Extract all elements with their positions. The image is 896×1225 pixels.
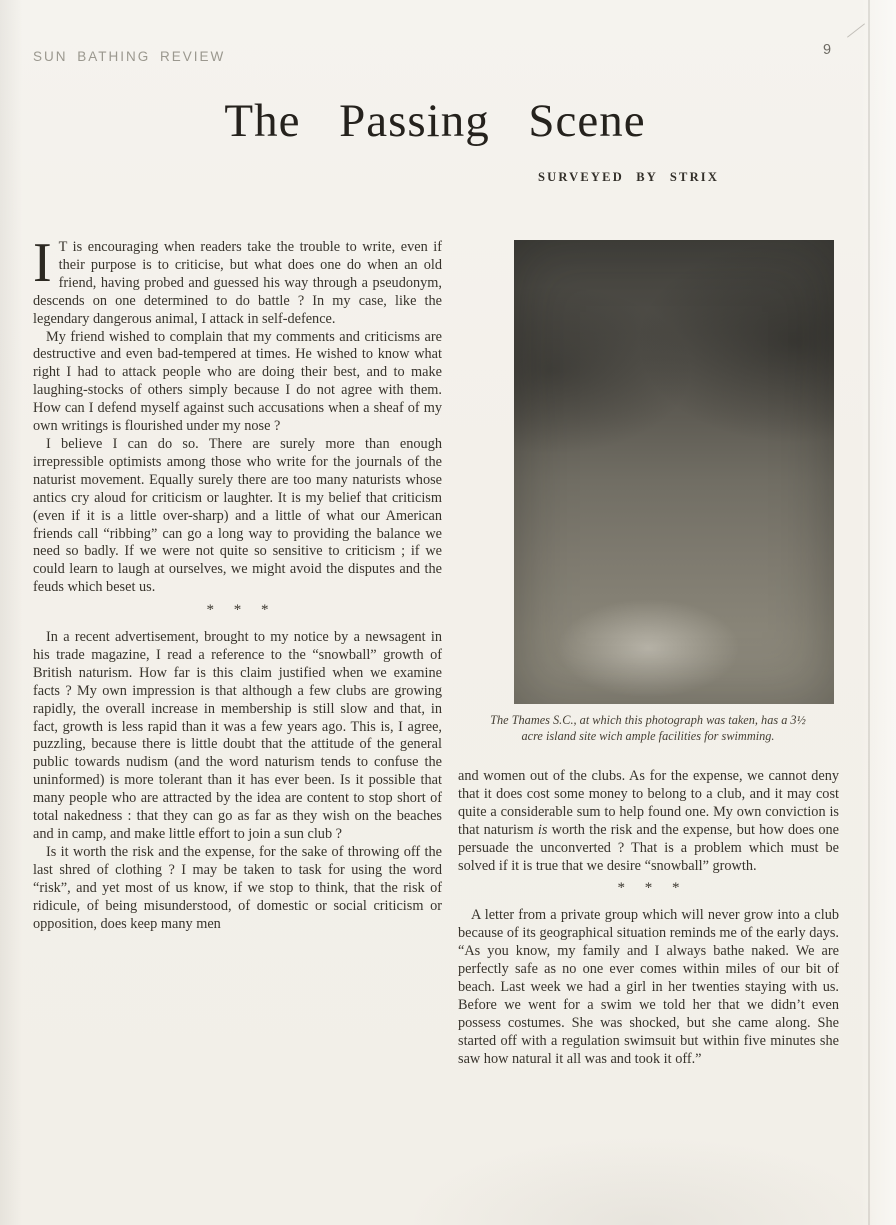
photo-caption-line-1: The Thames S.C., at which this photograph was taken, has a 3½ [490,713,806,727]
paragraph-4: In a recent advertisement, brought to my notice by a newsagent in his trade magazine, I read a reference to the “snowball” growth of British naturism. How far is this claim justified when we examine facts ? My own impression is that although a few clubs are growing rapidly, the overall increase in membership is still slow and that, in fact, growth is less rapid than it was a few years ago. This is, I agree, puzzling, because there is little doubt that the attitude of the general public towards nudism (and the word naturism tends to confuse the uninformed) is more tolerant than it has ever been. Is it possible that many people who are attracted by the idea are content to stop short of total nakedness : that they can go as far as they wish on the beaches and in camp, and make little effort to join a sun club ? [33,629,442,842]
scan-mark [847,23,865,37]
left-column [33,232,442,933]
article-title: The Passing Scene [224,95,646,147]
paragraph-1-text: T is encouraging when readers take the trouble to write, even if their purpose is to criticise, but what does one do when an old friend, having probed and guessed his way through a pseudonym, descends on one determined to do battle ? In my case, like the legendary dangerous animal, I attack in self-defence. [33,239,442,327]
paragraph-6-text-a: and women out of the clubs. As for the expense, we cannot deny that it does cost some money to belong to a club, and it may cost quite a considerable sum to help found one. My own conviction is that naturism [458,768,839,838]
paragraph-3: I believe I can do so. There are surely more than enough irrepressible optimists among those who write for the journals of the naturist movement. Equally surely there are too many naturists whose antics cry aloud for criticism or laughter. It is my belief that criticism (even if it is a little over-sharp) and a little of what our American friends call “ribbing” can go a long way to providing the balance we need so badly. If we were not quite so sensitive to criticism ; if we could learn to laugh at ourselves, we might avoid the disputes and the feuds which beset us. [33,435,442,596]
paragraph-1 [33,232,442,329]
right-column [458,768,839,1069]
article-photo-placeholder [514,240,834,704]
page-number: 9 [823,42,832,58]
article-byline: SURVEYED BY STRIX [538,170,720,184]
photo-caption-line-2: acre island site wich ample facilities for swimming. [521,728,775,743]
paragraph-6-emphasis: is [537,821,548,838]
paragraph-7: A letter from a private group which will never grow into a club because of its geographical situation reminds me of the early days. “As you know, my family and I always bathe naked. We are perfectly safe as no one ever comes within miles of our bit of beach. Last week we had a girl in her twenties staying with us. Before we went for a swim we told her that we didn’t even possess costumes. She was shocked, but she came along. She started off with a regulation swimsuit but within five minutes she saw how natural it all was and took it off.” [458,907,839,1067]
magazine-title: SUN BATHING REVIEW [33,49,226,64]
paragraph-2: My friend wished to complain that my comments and criticisms are destructive and even bad-tempered at times. He wished to know what right I had to attack people who are doing their best, and to make laughing-stocks of others simply because I do not agree with them. How can I defend myself against such accusations when a sheaf of my own writings is flourished under my nose ? [33,328,442,435]
paragraph-5: Is it worth the risk and the expense, for the sake of throwing off the last shred of clothing ? I may be taken to task for using the word “risk”, and yet most of us know, if we stop to think, that the risk of ridicule, of being misunderstood, of domestic or social criticism or opposition, does keep many men [33,843,442,932]
section-separator: * * * [206,602,269,619]
drop-cap: I [33,232,52,294]
paragraph-6-text-b: worth the risk and the expense, but how does one persuade the unconverted ? That is a problem which must be solved if it is true that we desire “snowball” growth. [458,821,839,874]
section-separator: * * * [617,880,680,897]
paragraph-6 [458,768,839,875]
scan-crease [868,0,870,1225]
photo-caption [456,713,840,744]
